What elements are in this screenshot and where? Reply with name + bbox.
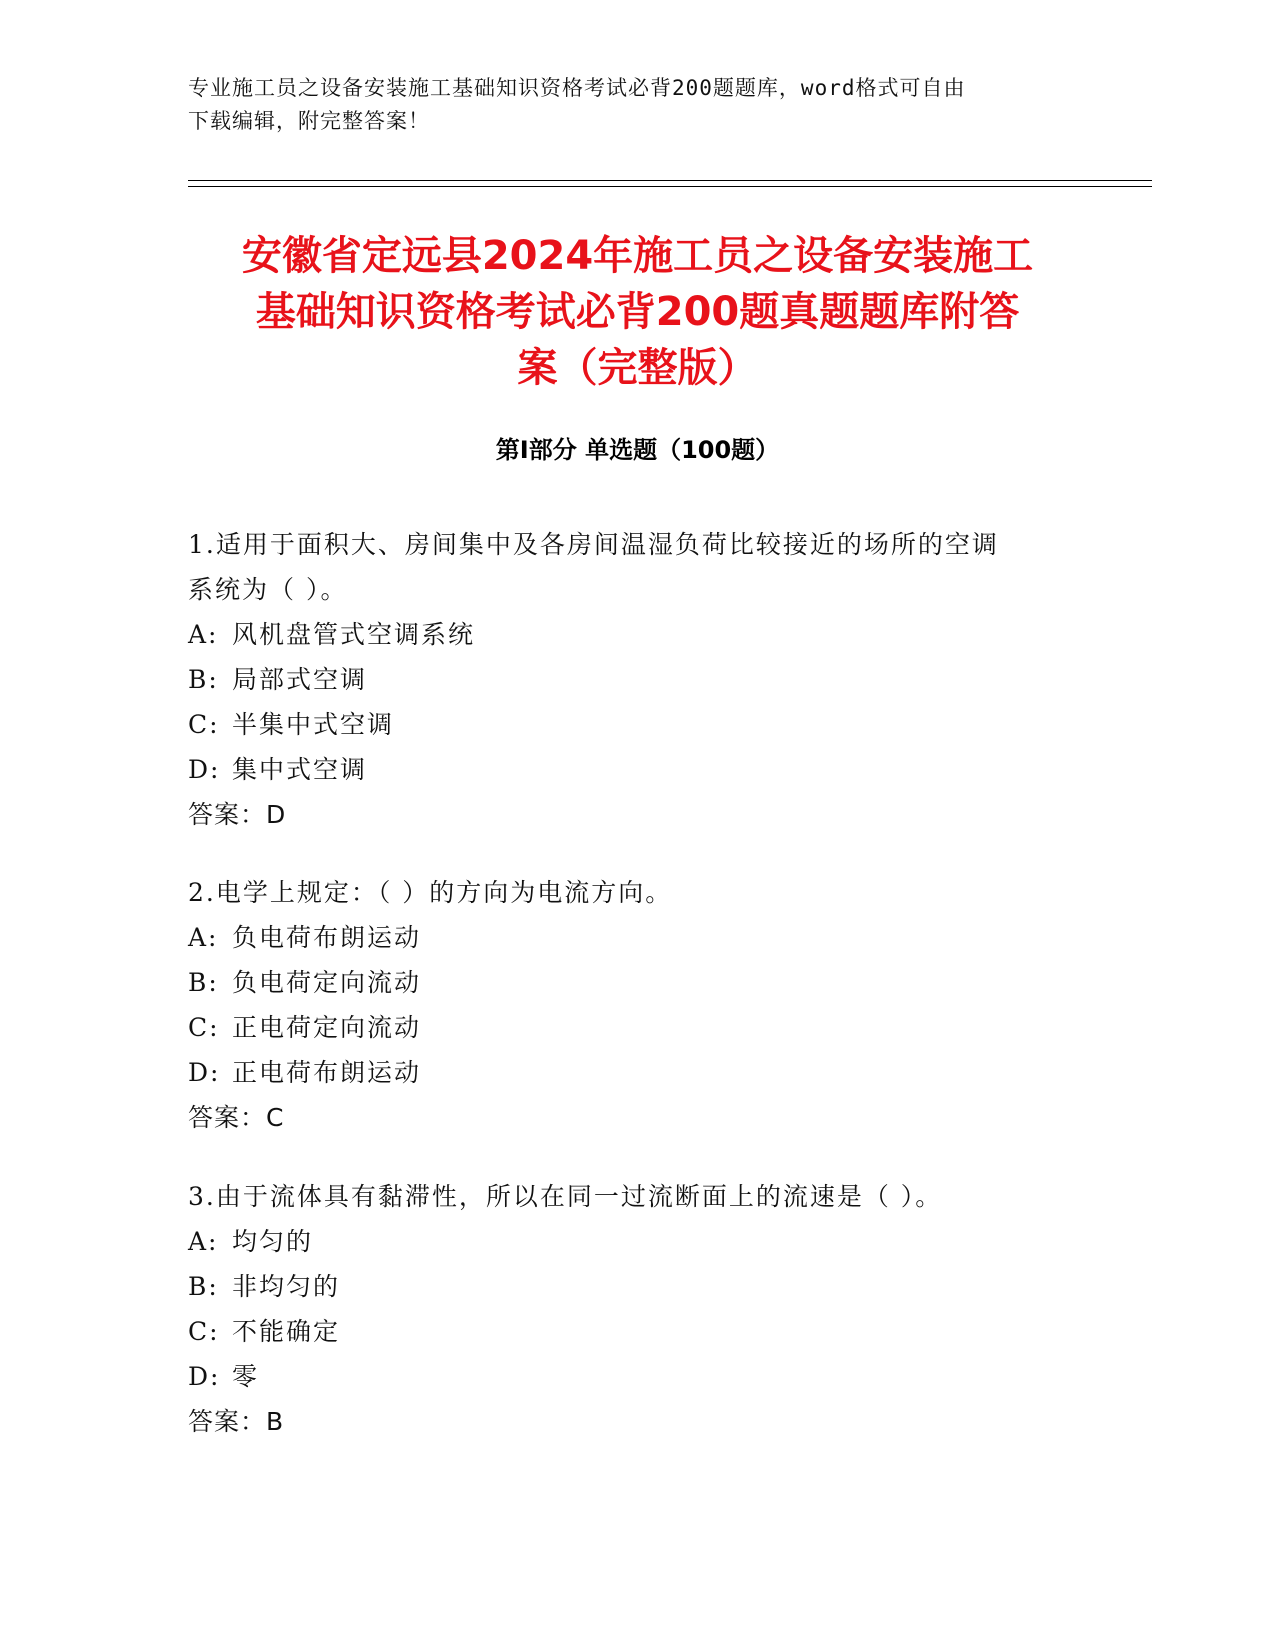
option-d xyxy=(188,1354,1088,1399)
question-stem: 2.电学上规定：（ ）的方向为电流方向。 xyxy=(188,878,673,907)
answer-key: 答案：D xyxy=(188,800,287,829)
header-divider-top xyxy=(188,180,1152,181)
option-text: 风机盘管式空调系统 xyxy=(232,620,476,649)
option-letter: C: xyxy=(188,1013,220,1042)
option-text: 非均匀的 xyxy=(232,1272,341,1301)
option-text: 局部式空调 xyxy=(232,665,368,694)
header-note xyxy=(188,72,1088,138)
option-letter: A: xyxy=(188,620,219,649)
option-letter: C: xyxy=(188,1317,220,1346)
question-1 xyxy=(188,522,1088,837)
document-title-line-1: 安徽省定远县2024年施工员之设备安装施工 xyxy=(241,233,1034,279)
document-title-line-3: 案（完整版） xyxy=(517,345,758,391)
option-a xyxy=(188,915,1088,960)
option-d xyxy=(188,747,1088,792)
document-title xyxy=(150,228,1125,396)
option-letter: B: xyxy=(188,665,219,694)
header-note-line-2: 下载编辑，附完整答案！ xyxy=(188,109,430,133)
question-stem-continued: 系统为（ ）。 xyxy=(188,575,348,604)
option-b xyxy=(188,1264,1088,1309)
option-text: 集中式空调 xyxy=(232,755,368,784)
option-text: 负电荷定向流动 xyxy=(232,968,422,997)
option-b xyxy=(188,960,1088,1005)
option-letter: D: xyxy=(188,1362,221,1391)
answer-key: 答案：C xyxy=(188,1103,285,1132)
option-text: 半集中式空调 xyxy=(232,710,395,739)
option-text: 正电荷布朗运动 xyxy=(232,1058,422,1087)
option-d xyxy=(188,1050,1088,1095)
option-text: 零 xyxy=(232,1362,260,1391)
question-2 xyxy=(188,870,1088,1140)
option-text: 负电荷布朗运动 xyxy=(232,923,422,952)
option-letter: C: xyxy=(188,710,220,739)
option-c xyxy=(188,702,1088,747)
option-a xyxy=(188,1219,1088,1264)
option-letter: A: xyxy=(188,923,219,952)
option-text: 均匀的 xyxy=(232,1227,314,1256)
option-letter: A: xyxy=(188,1227,219,1256)
option-b xyxy=(188,657,1088,702)
section-heading: 第Ⅰ部分 单选题（100题） xyxy=(495,436,780,464)
option-c xyxy=(188,1005,1088,1050)
option-letter: D: xyxy=(188,755,221,784)
option-a xyxy=(188,612,1088,657)
question-3 xyxy=(188,1174,1088,1444)
header-note-line-1: 专业施工员之设备安装施工基础知识资格考试必背200题题库，word格式可自由 xyxy=(188,76,966,100)
answer-key: 答案：B xyxy=(188,1407,285,1436)
question-stem: 1.适用于面积大、房间集中及各房间温湿负荷比较接近的场所的空调 xyxy=(188,530,999,559)
question-stem: 3.由于流体具有黏滞性，所以在同一过流断面上的流速是（ ）。 xyxy=(188,1182,943,1211)
document-title-line-2: 基础知识资格考试必背200题真题题库附答 xyxy=(255,289,1020,335)
option-text: 正电荷定向流动 xyxy=(232,1013,422,1042)
option-letter: B: xyxy=(188,968,219,997)
option-letter: B: xyxy=(188,1272,219,1301)
option-text: 不能确定 xyxy=(232,1317,341,1346)
header-divider-bottom xyxy=(188,186,1152,187)
option-letter: D: xyxy=(188,1058,221,1087)
option-c xyxy=(188,1309,1088,1354)
